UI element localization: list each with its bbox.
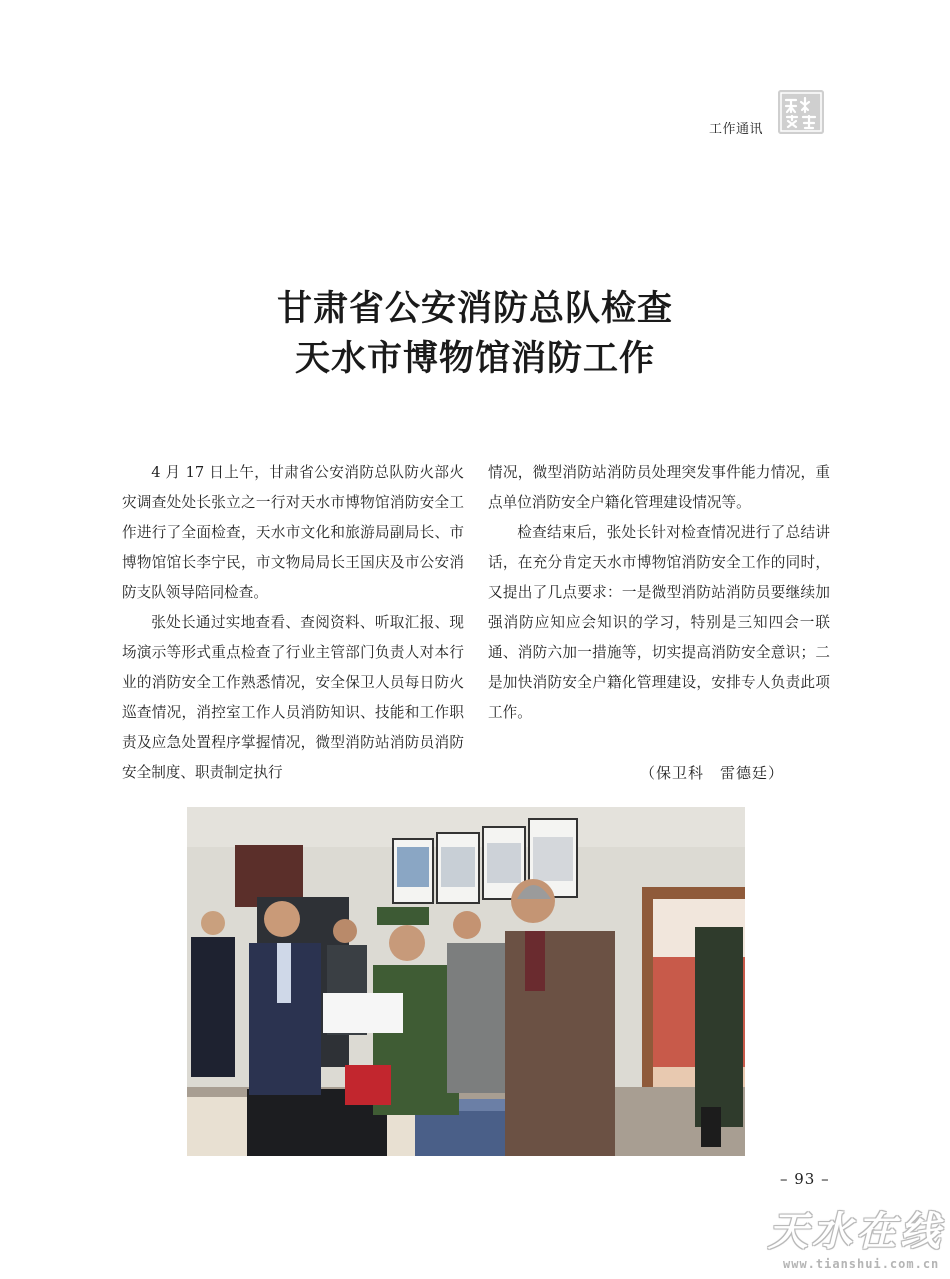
watermark-url: www.tianshui.com.cn: [783, 1257, 940, 1271]
section-label: 工作通讯: [709, 122, 764, 137]
author-byline: （保卫科 雷德廷）: [640, 764, 785, 782]
left-column: [122, 458, 464, 788]
article-title: [0, 284, 950, 384]
watermark-logo-text: 天水在线: [768, 1209, 944, 1255]
inspection-photo: [187, 807, 745, 1156]
paragraph-2-part-2: 情况，微型消防站消防员处理突发事件能力情况，重点单位消防安全户籍化管理建设情况等。: [488, 464, 830, 511]
paragraph-2-part-1: 张处长通过实地查看、查阅资料、听取汇报、现场演示等形式重点检查了行业主管部门负责人对本行业的消防安全工作熟悉情况，安全保卫人员每日防火巡查情况，消控室工作人员消防知识、技能和工作职责及应急处置程序掌握情况，微型消防站消防员消防安全制度、职责制定执行: [122, 614, 464, 781]
paragraph-3: 检查结束后，张处长针对检查情况进行了总结讲话，在充分肯定天水市博物馆消防安全工作的同时，又提出了几点要求：一是微型消防站消防员要继续加强消防应知应会知识的学习，特别是三知四会一联通、消防六加一措施等，切实提高消防安全意识；二是加快消防安全户籍化管理建设，安排专人负责此项工作。: [488, 524, 830, 721]
tianshui-wenbo-seal-logo: [778, 90, 824, 134]
title-line-1: 甘肃省公安消防总队检查: [276, 288, 673, 329]
title-line-2: 天水市博物馆消防工作: [294, 338, 655, 379]
page-number: – 93 –: [780, 1170, 830, 1188]
paragraph-1: 4 月 17 日上午，甘肃省公安消防总队防火部火灾调查处处长张立之一行对天水市博物馆消防安全工作进行了全面检查，天水市文化和旅游局副局长、市博物馆馆长李宁民，市文物局局长王国庆及市公安消防支队领导陪同检查。: [122, 464, 464, 601]
right-column: [488, 458, 830, 728]
